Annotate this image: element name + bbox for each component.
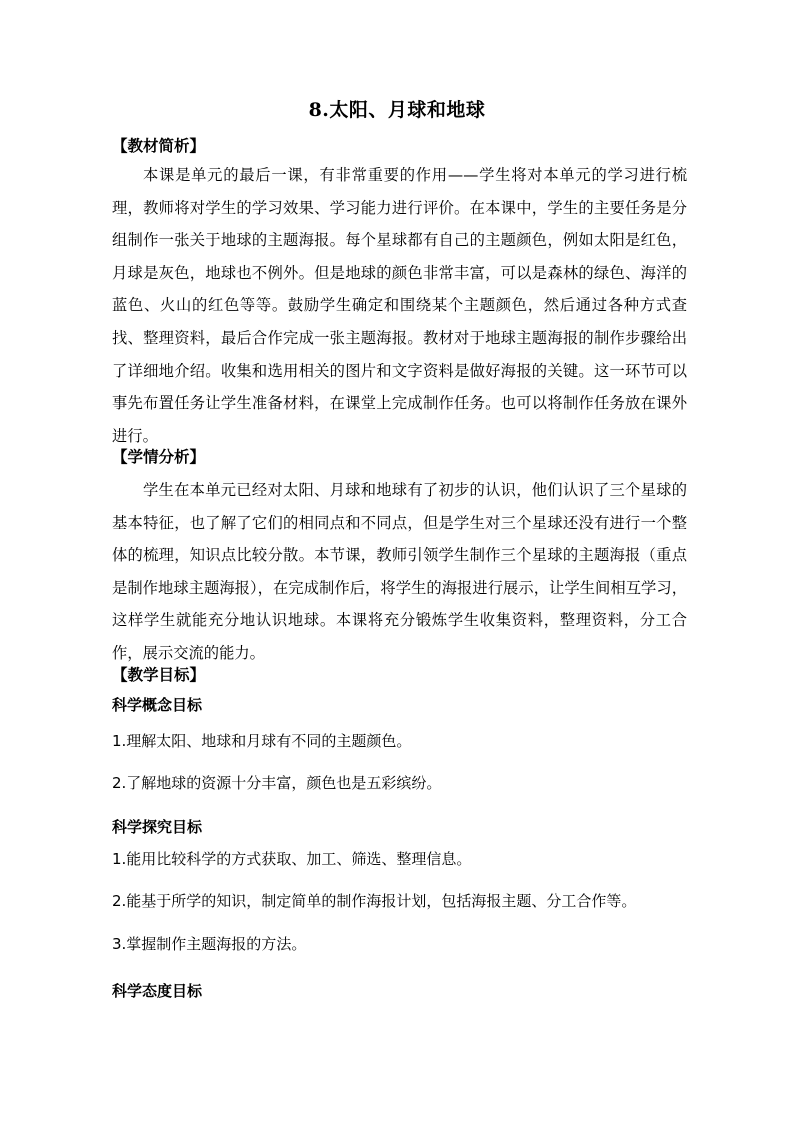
page-title: 8.太阳、月球和地球	[308, 99, 486, 121]
list-item: 1.理解太阳、地球和月球有不同的主题颜色。	[112, 732, 412, 750]
list-item: 3.掌握制作主题海报的方法。	[112, 935, 307, 953]
paragraph-textbook-analysis: 本课是单元的最后一课，有非常重要的作用——学生将对本单元的学习进行梳理，教师将对学生的学习效果、学习能力进行评价。在本课中，学生的主要任务是分组制作一张关于地球的主题海报。每个星球都有自己的主题颜色，例如太阳是红色，月球是灰色，地球也不例外。但是地球的颜色非常丰富，可以是森林的绿色、海洋的蓝色、火山的红色等等。鼓励学生确定和围绕某个主题颜色，然后通过各种方式查找、整理资料，最后合作完成一张主题海报。教材对于地球主题海报的制作步骤给出了详细地介绍。收集和选用相关的图片和文字资料是做好海报的关键。这一环节可以事先布置任务让学生准备材料，在课堂上完成制作任务。也可以将制作任务放在课外进行。	[112, 166, 687, 445]
list-item: 2.了解地球的资源十分丰富，颜色也是五彩缤纷。	[112, 774, 442, 792]
list-item: 1.能用比较科学的方式获取、加工、筛选、整理信息。	[112, 850, 472, 868]
paragraph-student-analysis: 学生在本单元已经对太阳、月球和地球有了初步的认识，他们认识了三个星球的基本特征，也了解了它们的相同点和不同点，但是学生对三个星球还没有进行一个整体的梳理，知识点比较分散。本节课，教师引领学生制作三个星球的主题海报（重点是制作地球主题海报），在完成制作后，将学生的海报进行展示，让学生间相互学习，这样学生就能充分地认识地球。本课将充分锻炼学生收集资料，整理资料，分工合作，展示交流的能力。	[112, 481, 687, 662]
subheading-inquiry-goals: 科学探究目标	[112, 818, 203, 836]
section-heading-textbook-analysis: 【教材简析】	[112, 137, 206, 155]
section-heading-student-analysis: 【学情分析】	[112, 448, 206, 466]
subheading-concept-goals: 科学概念目标	[112, 696, 203, 714]
section-heading-teaching-goals: 【教学目标】	[112, 666, 206, 684]
subheading-attitude-goals: 科学态度目标	[112, 982, 203, 1000]
list-item: 2.能基于所学的知识，制定简单的制作海报计划，包括海报主题、分工合作等。	[112, 892, 637, 910]
